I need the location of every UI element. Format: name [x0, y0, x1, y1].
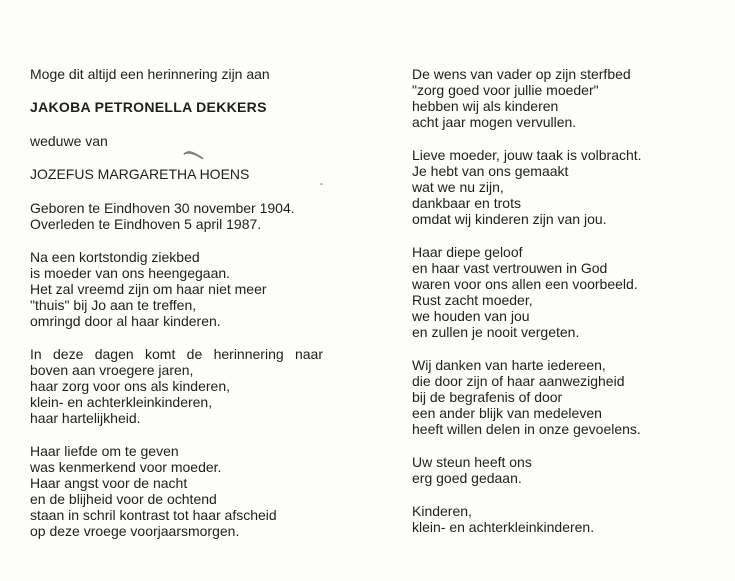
spouse-name: JOZEFUS MARGARETHA HOENS: [30, 166, 250, 183]
text-line: waren voor ons allen een voorbeeld.: [412, 275, 638, 292]
text-line: boven aan vroegere jaren,: [30, 361, 194, 378]
text-line: haar hartelijkheid.: [30, 409, 141, 426]
text-line: Uw steun heeft ons: [412, 454, 532, 471]
text-line: een ander blijk van medeleven: [412, 404, 602, 421]
text-line: die door zijn of haar aanwezigheid: [412, 373, 625, 389]
verse-paragraph-task-fulfilled: [412, 148, 722, 228]
verse-paragraph-faith: [412, 245, 722, 340]
birth-death-dates: [30, 201, 340, 233]
relation-line: weduwe van: [30, 132, 108, 149]
text-line: was kenmerkend voor moeder.: [30, 458, 222, 475]
deceased-name: JAKOBA PETRONELLA DEKKERS: [30, 99, 267, 116]
text-line: In deze dagen komt de herinnering naar: [30, 345, 323, 362]
text-line: Haar liefde om te geven: [30, 443, 179, 459]
text-line: en de blijheid voor de ochtend: [30, 490, 217, 507]
text-line: bij de begrafenis of door: [412, 388, 563, 405]
right-column: [412, 67, 722, 536]
text-line: hebben wij als kinderen: [412, 97, 559, 114]
text-line: staan in schril kontrast tot haar afscheid: [30, 506, 277, 523]
verse-paragraph-love: [30, 444, 340, 539]
text-line: Kinderen,: [412, 503, 472, 520]
text-line: Lieve moeder, jouw taak is volbracht.: [412, 147, 642, 164]
text-line: erg goed gedaan.: [412, 470, 522, 487]
text-line: Het zal vreemd zijn om haar niet meer: [30, 280, 267, 297]
text-line: "thuis" bij Jo aan te treffen,: [30, 296, 197, 313]
text-line: Je hebt van ons gemaakt: [412, 163, 569, 180]
text-line: Na een kortstondig ziekbed: [30, 248, 200, 265]
intro-line: Moge dit altijd een herinnering zijn aan: [30, 66, 270, 82]
text-line: en haar vast vertrouwen in God: [412, 260, 608, 277]
text-line: heeft willen delen in onze gevoelens.: [412, 420, 641, 437]
verse-paragraph-illness: [30, 250, 340, 330]
text-line: Rust zacht moeder,: [412, 291, 533, 308]
text-line: acht jaar mogen vervullen.: [412, 113, 577, 130]
text-line: op deze vroege voorjaarsmorgen.: [30, 522, 240, 539]
text-line: Geboren te Eindhoven 30 november 1904.: [30, 199, 295, 216]
support-thanks-paragraph: [412, 455, 722, 487]
text-line: omdat wij kinderen zijn van jou.: [412, 210, 607, 227]
text-line: "zorg goed voor jullie moeder": [412, 81, 599, 98]
text-line: Overleden te Eindhoven 5 april 1987.: [30, 215, 262, 232]
verse-paragraph-memories: [30, 347, 340, 427]
text-line: haar zorg voor ons als kinderen,: [30, 377, 230, 394]
text-line: Wij danken van harte iedereen,: [412, 357, 606, 374]
text-line: klein- en achterkleinkinderen.: [412, 519, 595, 536]
text-line: Haar diepe geloof: [412, 244, 523, 261]
left-column: [30, 67, 340, 539]
text-line: Haar angst voor de nacht: [30, 474, 188, 491]
text-line: dankbaar en trots: [412, 194, 521, 211]
text-line: en zullen je nooit vergeten.: [412, 323, 580, 340]
acknowledgement-paragraph: [412, 358, 722, 438]
signature-paragraph: [412, 504, 722, 536]
text-line: De wens van vader op zijn sterfbed: [412, 66, 631, 82]
text-line: we houden van jou: [412, 307, 530, 324]
text-line: omringd door al haar kinderen.: [30, 312, 221, 329]
text-line: wat we nu zijn,: [412, 178, 504, 195]
verse-paragraph-fathers-wish: [412, 67, 722, 131]
text-line: is moeder van ons heengegaan.: [30, 264, 231, 281]
text-line: klein- en achterkleinkinderen,: [30, 393, 213, 410]
